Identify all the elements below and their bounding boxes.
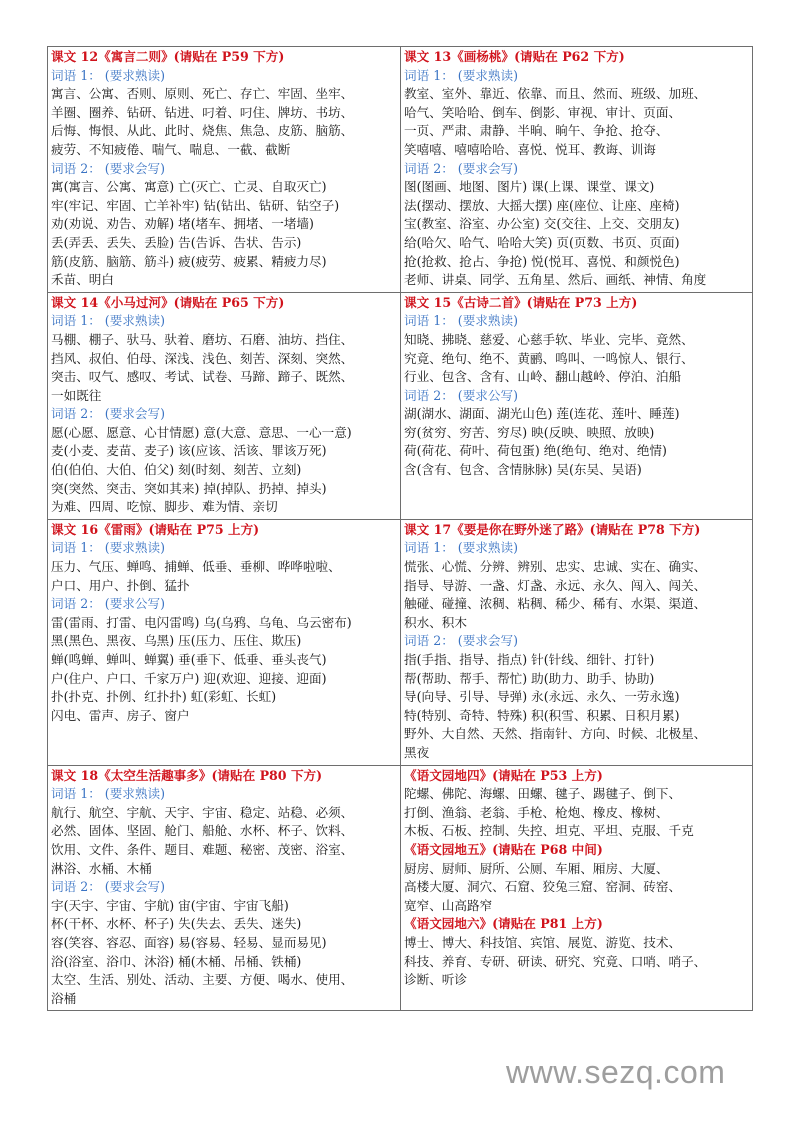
section-label: 词语 2： (要求会写) <box>51 160 166 176</box>
word-line: 禾苗、明白 <box>51 272 114 288</box>
word-line: 丢(弄丢、丢失、丢脸) 告(告诉、告状、告示) <box>51 234 302 250</box>
lesson-title: 课文 16《雷雨》(请贴在 P75 上方) <box>51 521 260 537</box>
garden-cell <box>401 765 753 1011</box>
word-line: 野外、大自然、天然、指南针、方向、时候、北极星、 <box>404 726 707 742</box>
word-line: 陀螺、佛陀、海螺、田螺、毽子、踢毽子、倒下、 <box>404 786 682 802</box>
lesson-cell-17 <box>401 519 753 765</box>
section-label: 词语 2： (要求会写) <box>51 406 166 422</box>
word-line: 蝉(鸣蝉、蝉叫、蝉翼) 垂(垂下、低垂、垂头丧气) <box>51 652 327 667</box>
garden-heading: 《语文园地六》(请贴在 P81 上方) <box>404 916 603 932</box>
word-line: 寓言、公寓、否则、原则、死亡、存亡、牢固、坐牢、 <box>51 86 354 102</box>
garden-heading: 《语文园地五》(请贴在 P68 中间) <box>404 841 603 857</box>
section-label: 词语 1： (要求熟读) <box>404 313 519 329</box>
word-line: 牢(牢记、牢固、亡羊补牢) 钻(钻出、钻研、钻空子) <box>51 197 340 213</box>
section-label: 词语 2： (要求会写) <box>404 160 519 176</box>
lesson-title: 课文 12《寓言二则》(请贴在 P59 下方) <box>51 49 285 64</box>
lesson-title: 课文 14《小马过河》(请贴在 P65 下方) <box>51 294 285 310</box>
lesson-title: 课文 18《太空生活趣事多》(请贴在 P80 下方) <box>51 767 323 783</box>
word-line: 挡风、叔伯、伯母、深浅、浅色、刻苦、深刻、突然、 <box>51 350 354 366</box>
word-line: 给(哈欠、哈气、哈哈大笑) 页(页数、书页、页面) <box>404 234 680 250</box>
lesson-cell-14 <box>48 292 401 519</box>
word-line: 湖(湖水、湖面、湖光山色) 莲(连花、莲叶、睡莲) <box>404 406 680 422</box>
word-line: 含(含有、包含、含情脉脉) 吴(东吴、吴语) <box>404 462 642 478</box>
word-line: 黑夜 <box>404 744 430 760</box>
word-line: 扑(扑克、扑例、红扑扑) 虹(彩虹、长虹) <box>51 689 277 705</box>
section-label: 词语 1： (要求熟读) <box>51 67 166 83</box>
lesson-cell-13 <box>401 47 753 293</box>
word-line: 高楼大厦、洞穴、石窟、狡兔三窟、窑洞、砖窑、 <box>404 879 682 895</box>
word-line: 愿(心愿、愿意、心甘情愿) 意(大意、意思、一心一意) <box>51 424 352 440</box>
word-line: 木板、石板、控制、失控、坦克、平坦、克服、千克 <box>404 823 694 839</box>
word-line: 哈气、笑哈哈、倒车、倒影、审视、审计、页面、 <box>404 104 682 120</box>
lesson-cell-12 <box>48 47 401 293</box>
word-line: 太空、生活、别处、活动、主要、方便、喝水、使用、 <box>51 972 354 988</box>
word-line: 导(向导、引导、导弹) 永(永远、永久、一劳永逸) <box>404 689 680 705</box>
word-line: 科技、养育、专研、研读、研究、究竟、口哨、哨子、 <box>404 953 707 969</box>
word-line: 诊断、听诊 <box>404 972 467 988</box>
word-line: 穷(贫穷、穷苦、穷尽) 映(反映、映照、放映) <box>404 424 655 440</box>
word-line: 厨房、厨师、厨所、公厕、车厢、厢房、大厦、 <box>404 860 669 876</box>
word-line: 打倒、渔翁、老翁、手枪、枪炮、橡皮、橡树、 <box>404 804 669 820</box>
vocabulary-sheet <box>47 46 752 1011</box>
lesson-title: 课文 17《要是你在野外迷了路》(请贴在 P78 下方) <box>404 521 701 537</box>
word-line: 宝(教室、浴室、办公室) 交(交往、上交、交朋友) <box>404 216 680 232</box>
watermark: www.sezq.com <box>506 1054 726 1090</box>
word-line: 老师、讲桌、同学、五角星、然后、画纸、神情、角度 <box>404 272 707 288</box>
table-row <box>48 519 753 765</box>
word-line: 图(图画、地图、图片) 课(上课、课堂、课文) <box>404 179 655 195</box>
word-line: 容(笑容、容忍、面容) 易(容易、轻易、显而易见) <box>51 934 327 950</box>
lesson-cell-18 <box>48 765 401 1011</box>
section-label: 词语 1： (要求熟读) <box>51 540 166 556</box>
word-line: 淋浴、水桶、木桶 <box>51 860 152 876</box>
word-line: 帮(帮助、帮手、帮忙) 助(助力、助手、协助) <box>404 670 655 686</box>
word-line: 笑嘻嘻、嘻嘻哈哈、喜悦、悦耳、教诲、训诲 <box>404 141 656 157</box>
word-line: 究竟、绝句、绝不、黄鹂、鸣叫、一鸣惊人、银行、 <box>404 350 694 366</box>
section-label: 词语 2： (要求公写) <box>51 596 166 612</box>
word-line: 筋(皮筋、脑筋、筋斗) 疲(疲劳、疲累、精疲力尽) <box>51 253 327 269</box>
lesson-title: 课文 13《画杨桃》(请贴在 P62 下方) <box>404 49 625 64</box>
word-line: 抢(抢救、抢占、争抢) 悦(悦耳、喜悦、和颜悦色) <box>404 253 680 269</box>
word-line: 杯(干杯、水杯、杯子) 失(失去、丢失、迷失) <box>51 916 302 932</box>
word-line: 压力、气压、蝉鸣、捕蝉、低垂、垂柳、哗哗啦啦、 <box>51 559 341 575</box>
word-line: 浴(浴室、浴巾、沐浴) 桶(木桶、吊桶、铁桶) <box>51 953 302 969</box>
word-line: 黑(黑色、黑夜、乌黑) 压(压力、压住、欺压) <box>51 633 302 649</box>
word-line: 一页、严肃、肃静、半晌、晌午、争抢、抢夺、 <box>404 123 669 139</box>
word-line: 突(突然、突击、突如其来) 掉(掉队、扔掉、掉头) <box>51 480 327 496</box>
word-line: 马棚、棚子、驮马、驮着、磨坊、石磨、油坊、挡住、 <box>51 331 354 347</box>
lesson-cell-16 <box>48 519 401 765</box>
word-line: 羊圈、圈养、钻研、钻进、叼着、叼住、牌坊、书坊、 <box>51 104 354 120</box>
table-row <box>48 765 753 1011</box>
section-label: 词语 1： (要求熟读) <box>404 540 519 556</box>
section-label: 词语 1： (要求熟读) <box>404 67 519 83</box>
section-label: 词语 2： (要求会写) <box>51 879 166 895</box>
word-line: 教室、室外、靠近、依靠、而且、然而、班级、加班、 <box>404 86 707 102</box>
word-line: 麦(小麦、麦苗、麦子) 该(应该、活该、罪该万死) <box>51 443 327 459</box>
word-line: 劝(劝说、劝告、劝解) 堵(堵车、拥堵、一堵墙) <box>51 216 314 232</box>
word-line: 宽窄、山高路窄 <box>404 897 493 913</box>
word-line: 积水、积木 <box>404 614 467 630</box>
garden-heading: 《语文园地四》(请贴在 P53 上方) <box>404 767 603 783</box>
word-line: 宇(天宇、宇宙、宇航) 宙(宇宙、宇宙飞船) <box>51 897 289 913</box>
word-line: 突击、叹气、感叹、考试、试卷、马蹄、蹄子、既然、 <box>51 369 354 385</box>
word-line: 后悔、悔恨、从此、此时、烧焦、焦急、皮筋、脑筋、 <box>51 123 354 139</box>
word-line: 指(手指、指导、指点) 针(针线、细针、打针) <box>404 652 655 667</box>
word-line: 浴桶 <box>51 990 77 1006</box>
word-line: 行业、包含、含有、山岭、翻山越岭、停泊、泊船 <box>404 369 682 385</box>
word-line: 为难、四周、吃惊、脚步、难为情、亲切 <box>51 499 278 515</box>
word-line: 一如既往 <box>51 387 102 403</box>
word-line: 指导、导游、一盏、灯盏、永远、永久、闯入、闯关、 <box>404 577 707 593</box>
word-line: 航行、航空、宇航、天宇、宇宙、稳定、站稳、必须、 <box>51 804 354 820</box>
word-line: 法(摆动、摆放、大摇大摆) 座(座位、让座、座椅) <box>404 197 680 213</box>
word-line: 饮用、文件、条件、题目、难题、秘密、茂密、浴室、 <box>51 841 354 857</box>
word-line: 博士、博大、科技馆、宾馆、展览、游览、技术、 <box>404 934 682 950</box>
table-row <box>48 292 753 519</box>
word-line: 知晓、拂晓、慈爱、心慈手软、毕业、完毕、竟然、 <box>404 331 694 347</box>
section-label: 词语 1： (要求熟读) <box>51 786 166 802</box>
lesson-cell-15 <box>401 292 753 519</box>
lesson-title: 课文 15《古诗二首》(请贴在 P73 上方) <box>404 294 638 310</box>
word-line: 寓(寓言、公寓、寓意) 亡(灭亡、亡灵、自取灭亡) <box>51 179 327 195</box>
word-line: 闪电、雷声、房子、窗户 <box>51 707 190 723</box>
word-line: 户口、用户、扑倒、猛扑 <box>51 577 190 593</box>
word-line: 触碰、碰撞、浓稠、粘稠、稀少、稀有、水渠、渠道、 <box>404 596 707 612</box>
word-line: 伯(伯伯、大伯、伯父) 刻(时刻、刻苦、立刻) <box>51 462 302 478</box>
section-label: 词语 1： (要求熟读) <box>51 313 166 329</box>
section-label: 词语 2： (要求公写) <box>404 387 519 403</box>
section-label: 词语 2： (要求会写) <box>404 633 519 649</box>
word-line: 疲劳、不知疲倦、喘气、喘息、一截、截断 <box>51 141 291 157</box>
word-line: 慌张、心慌、分辨、辨别、忠实、忠诚、实在、确实、 <box>404 559 707 575</box>
table-row <box>48 47 753 293</box>
word-line: 荷(荷花、荷叶、荷包蛋) 绝(绝句、绝对、绝情) <box>404 443 667 459</box>
vocabulary-table <box>47 46 753 1011</box>
word-line: 特(特别、奇特、特殊) 积(积雪、积累、日积月累) <box>404 707 680 723</box>
word-line: 户(住户、户口、千家万户) 迎(欢迎、迎接、迎面) <box>51 670 327 686</box>
word-line: 必然、固体、坚固、舱门、船舱、水杯、杯子、饮料、 <box>51 823 354 839</box>
word-line: 雷(雷雨、打雷、电闪雷鸣) 乌(乌鸦、乌龟、乌云密布) <box>51 614 352 630</box>
